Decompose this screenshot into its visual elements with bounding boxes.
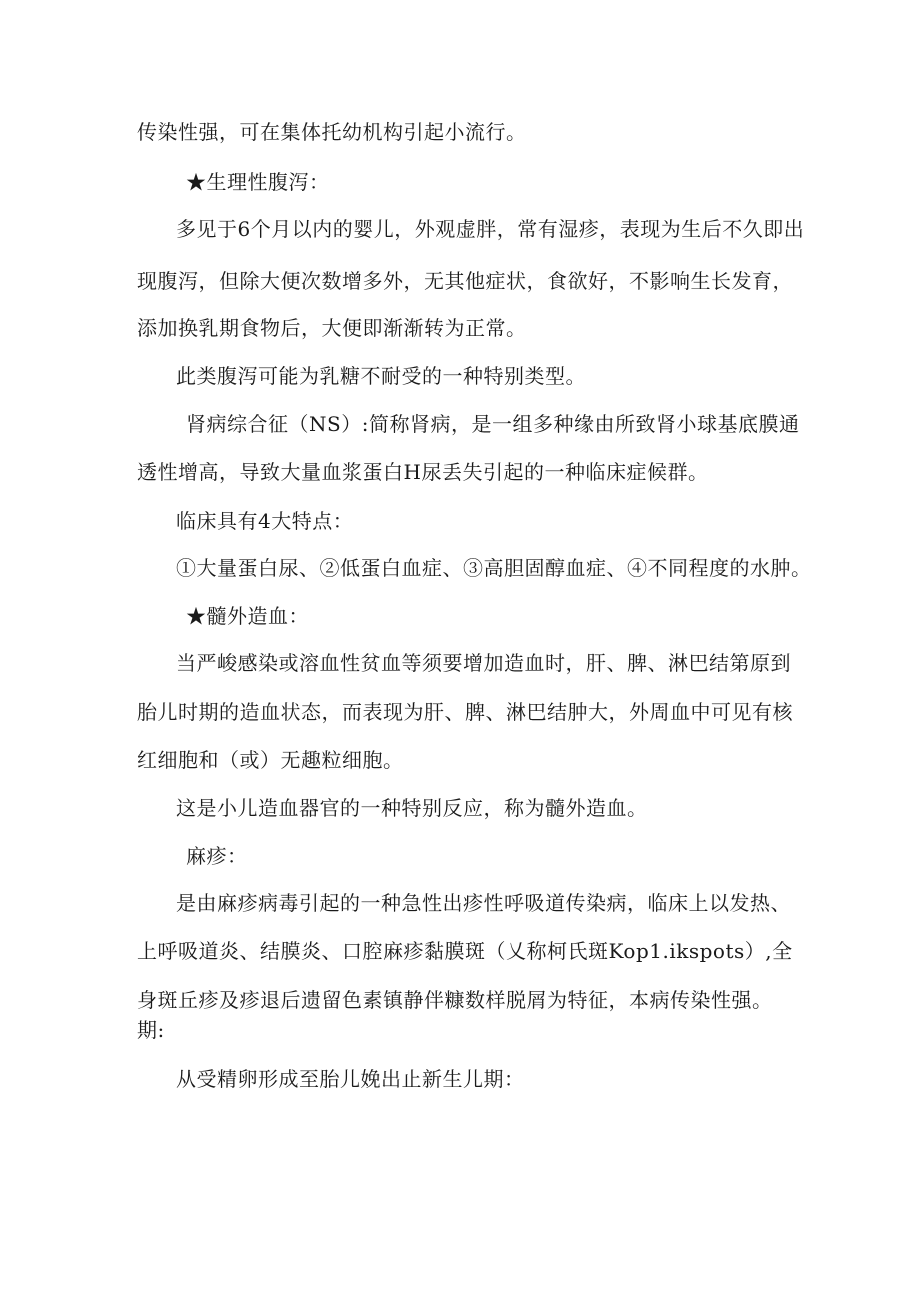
paragraph-line: 从受精卵形成至胎儿娩出止新生儿期： bbox=[176, 1067, 525, 1091]
paragraph-line: 是由麻疹病毒引起的一种急性出疹性呼吸道传染病，临床上以发热、 bbox=[176, 891, 791, 915]
paragraph-line: 当严峻感染或溶血性贫血等须要增加造血时，肝、脾、淋巴结第原到 bbox=[176, 651, 791, 675]
paragraph-line: 身斑丘疹及疹退后遗留色素镇静伴糠数样脱屑为特征，本病传染性强。 bbox=[137, 988, 773, 1012]
paragraph-line: 红细胞和（或）无趣粒细胞。 bbox=[137, 748, 404, 772]
paragraph-line: 多见于6个月以内的婴儿，外观虚胖，常有湿疹，表现为生后不久即出 bbox=[176, 217, 805, 241]
paragraph-line: 肾病综合征（NS）:简称肾病，是一组多种缘由所致肾小球基底膜通 bbox=[186, 412, 800, 436]
paragraph-line: 现腹泻，但除大便次数增多外，无其他症状，食欲好，不影响生长发育， bbox=[137, 269, 793, 293]
paragraph-line: 这是小儿造血器官的一种特别反应，称为髓外造血。 bbox=[176, 796, 648, 820]
paragraph-line: 添加换乳期食物后，大便即渐渐转为正常。 bbox=[137, 316, 527, 340]
paragraph-line: 上呼吸道炎、结膜炎、口腔麻疹黏膜斑（乂称柯氏斑Kop1.ikspots）,全 bbox=[137, 939, 793, 963]
paragraph-line: 传染性强，可在集体托幼机构引起小流行。 bbox=[137, 120, 527, 144]
section-heading: ★髓外造血： bbox=[186, 604, 309, 628]
paragraph-line: ①大量蛋白尿、②低蛋白血症、③高胆固醇血症、④不同程度的水肿。 bbox=[176, 556, 812, 580]
paragraph-line: 胎儿时期的造血状态，而表现为肝、脾、淋巴结肿大，外周血中可见有核 bbox=[137, 700, 793, 724]
paragraph-line: 此类腹泻可能为乳糖不耐受的一种特别类型。 bbox=[176, 364, 586, 388]
paragraph-line: 透性增高，导致大量血浆蛋白H尿丢失引起的一种临床症候群。 bbox=[137, 460, 709, 484]
section-heading: 麻疹： bbox=[186, 844, 248, 868]
paragraph-line: 期: bbox=[137, 1018, 165, 1042]
section-heading: ★生理性腹泻： bbox=[186, 170, 330, 194]
paragraph-line: 临床具有4大特点： bbox=[176, 509, 354, 533]
